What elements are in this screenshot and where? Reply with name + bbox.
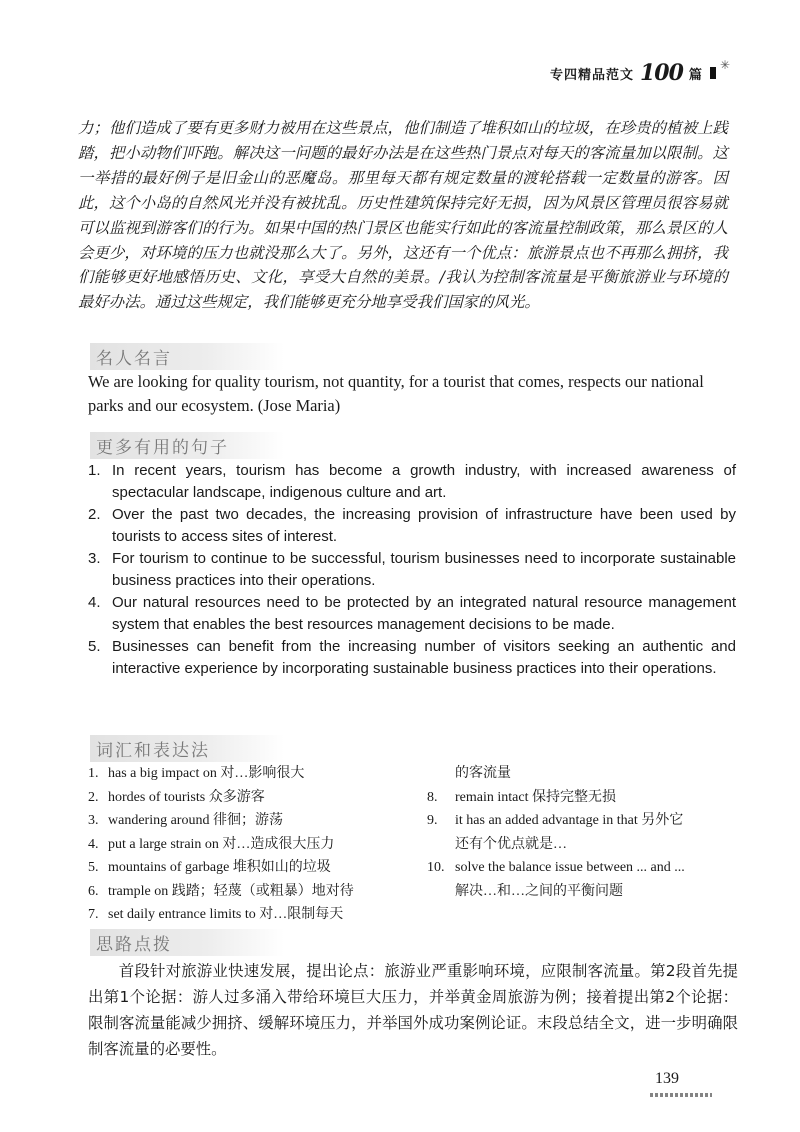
item-number: 3. — [88, 550, 101, 567]
list-item — [88, 548, 736, 591]
header-pian: 篇 — [688, 67, 702, 83]
list-item — [88, 592, 736, 635]
item-text: Our natural resources need to be protected by an integrated natural resource management system that enables the best resources management decisions to be made. — [112, 594, 736, 633]
list-item — [88, 809, 418, 833]
item-number: 3. — [88, 813, 99, 828]
famous-quote: We are looking for quality tourism, not quantity, for a tourist that comes, respects our national parks and our ecosystem. (Jose Maria) — [88, 372, 704, 415]
header-number: 100 — [639, 60, 683, 86]
sparkle-icon: ✳ — [719, 58, 730, 72]
item-number: 6. — [88, 883, 99, 899]
list-item — [88, 762, 418, 786]
header-block-mark — [710, 67, 716, 79]
item-text: For tourism to continue to be successful, tourism businesses need to incorporate sustainable business practices into their operations. — [112, 550, 736, 589]
page-number: 139 — [655, 1070, 679, 1087]
item-number: 1. — [88, 462, 101, 479]
running-header — [550, 60, 730, 86]
list-item-continuation: 的客流量 — [455, 766, 511, 781]
item-text: Businesses can benefit from the increasing number of visitors seeking an authentic and interactive experience by incorporating sustainable business practices into their operations. — [112, 638, 736, 677]
analysis-paragraph: 首段针对旅游业快速发展，提出论点：旅游业严重影响环境，应限制客流量。第2段首先提出第1个论据：游人过多涌入带给环境巨大压力，并举黄金周旅游为例；接着提出第2个论据：限制客流量能减少拥挤、缓解环境压力，并举国外成功案例论证。末段总结全文，进一步明确限制客流量的必要性。 — [88, 962, 738, 1058]
sentence-list — [88, 460, 736, 680]
list-item — [88, 880, 418, 904]
item-number: 4. — [88, 594, 101, 611]
section-heading-quote: 名人名言 — [90, 343, 284, 370]
vocab-list-left — [88, 762, 418, 927]
list-item — [88, 903, 418, 927]
item-number: 2. — [88, 789, 99, 805]
item-text: mountains of garbage 堆积如山的垃圾 — [108, 860, 331, 875]
item-text: it has an added advantage in that 另外它 — [455, 813, 684, 828]
item-number: 5. — [88, 638, 101, 655]
section-heading-sentences: 更多有用的句子 — [90, 432, 284, 459]
section-heading-analysis: 思路点拨 — [90, 929, 284, 956]
item-text: wandering around 徘徊；游荡 — [108, 813, 283, 828]
list-item — [88, 856, 418, 880]
list-item — [88, 504, 736, 547]
list-item — [427, 856, 757, 880]
list-item — [427, 786, 757, 810]
list-item — [88, 460, 736, 503]
item-text: has a big impact on 对…影响很大 — [108, 766, 305, 781]
item-text: Over the past two decades, the increasing provision of infrastructure have been used by tourists to access sites of interest. — [112, 506, 736, 545]
item-text: put a large strain on 对…造成很大压力 — [108, 836, 335, 852]
section-heading-vocab: 词汇和表达法 — [90, 735, 284, 762]
list-item-continuation: 解决…和…之间的平衡问题 — [455, 883, 623, 899]
list-item — [427, 809, 757, 833]
item-text: solve the balance issue between ... and ... — [455, 860, 685, 875]
item-number: 8. — [427, 789, 438, 805]
list-item-continuation: 还有个优点就是… — [455, 836, 567, 852]
essay-paragraph: 力；他们造成了要有更多财力被用在这些景点，他们制造了堆积如山的垃圾，在珍贵的植被上践踏，把小动物们吓跑。解决这一问题的最好办法是在这些热门景点对每天的客流量加以限制。这一举措的最好例子是旧金山的恶魔岛。那里每天都有规定数量的渡轮搭载一定数量的游客。因此，这个小岛的自然风光并没有被扰乱。历史性建筑保持完好无损，因为风景区管理员很容易就可以监视到游客们的行为。如果中国的热门景区也能实行如此的客流量控制政策，那么景区的人会更少，对环境的压力也就没那么大了。另外，这还有一个优点：旅游景点也不再那么拥挤，我们能够更好地感悟历史、文化，享受大自然的美景。/我认为控制客流量是平衡旅游业与环境的最好办法。通过这些规定，我们能够更充分地享受我们国家的风光。 — [78, 119, 728, 312]
item-number: 7. — [88, 907, 99, 922]
item-number: 4. — [88, 836, 99, 852]
list-item — [88, 636, 736, 679]
list-item — [88, 786, 418, 810]
item-text: set daily entrance limits to 对…限制每天 — [108, 907, 344, 922]
item-text: hordes of tourists 众多游客 — [108, 789, 265, 805]
vocab-list-right — [427, 762, 757, 903]
item-text: In recent years, tourism has become a growth industry, with increased awareness of spectacular landscape, indigenous culture and art. — [112, 462, 736, 501]
item-text: trample on 践踏；轻蔑（或粗暴）地对待 — [108, 883, 354, 899]
item-text: remain intact 保持完整无损 — [455, 789, 616, 805]
item-number: 10. — [427, 860, 445, 875]
item-number: 5. — [88, 860, 99, 875]
item-number: 2. — [88, 506, 101, 523]
header-book-title: 专四精品范文 — [549, 67, 634, 83]
item-number: 9. — [427, 813, 438, 828]
page-number-ornament — [650, 1093, 712, 1097]
item-number: 1. — [88, 766, 99, 781]
list-item — [88, 833, 418, 857]
